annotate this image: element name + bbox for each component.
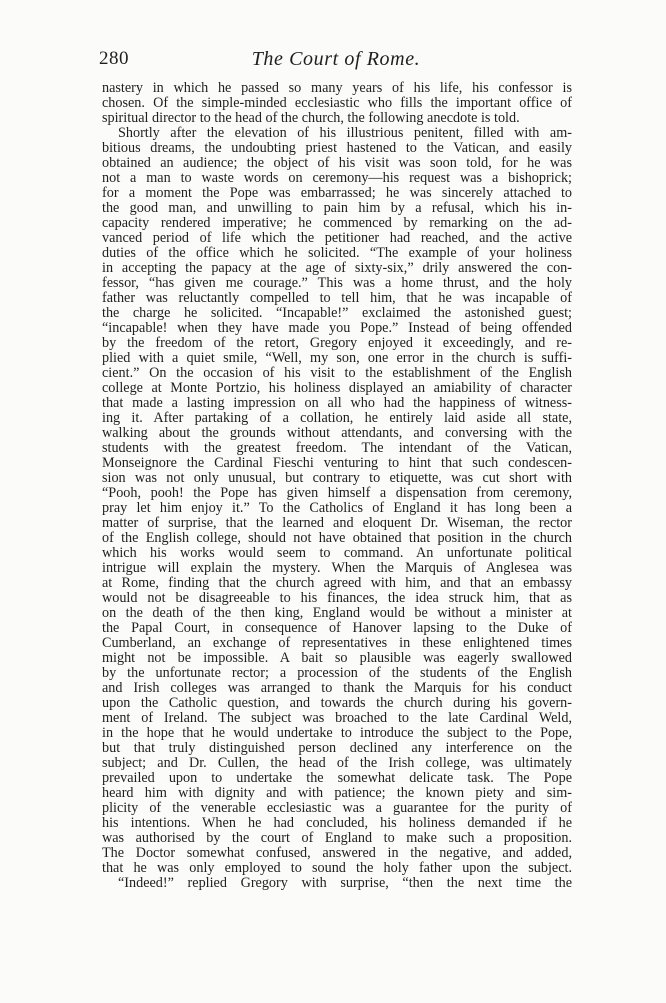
text-line: cient.” On the occasion of his visit to the establishment of the English (102, 366, 572, 381)
text-line: prevailed upon to undertake the somewhat delicate task. The Pope (102, 771, 572, 786)
text-line: obtained an audience; the object of his visit was soon told, for he was (102, 156, 572, 171)
text-line: “Indeed!” replied Gregory with surprise, “then the next time the (118, 876, 572, 891)
text-line: might not be impossible. A bait so plausible was eagerly swallowed (102, 651, 572, 666)
text-line: Cumberland, an exchange of representatives in these enlightened times (102, 636, 572, 651)
text-line: fessor, “has given me courage.” This was a home thrust, and the holy (102, 276, 572, 291)
text-line: “Pooh, pooh! the Pope has given himself a dispensation from ceremony, (102, 486, 572, 501)
text-line: heard him with dignity and with patience; the known piety and sim- (102, 786, 572, 801)
text-line: ment of Ireland. The subject was broached to the late Cardinal Weld, (102, 711, 572, 726)
text-line: at Rome, finding that the church agreed with him, and that an embassy (102, 576, 572, 591)
text-line: Monseignore the Cardinal Fieschi venturing to hint that such condescen- (102, 456, 572, 471)
text-line: intrigue will explain the mystery. When the Marquis of Anglesea was (102, 561, 572, 576)
text-line: the charge he solicited. “Incapable!” exclaimed the astonished guest; (102, 306, 572, 321)
text-line: matter of surprise, that the learned and eloquent Dr. Wiseman, the rector (102, 516, 572, 531)
running-head (99, 48, 573, 76)
text-line: father was reluctantly compelled to tell him, that he was incapable of (102, 291, 572, 306)
text-line: but that truly distinguished person declined any interference on the (102, 741, 572, 756)
body-text (102, 81, 572, 891)
text-line: plicity of the venerable ecclesiastic was a guarantee for the purity of (102, 801, 572, 816)
text-line: Shortly after the elevation of his illustrious penitent, filled with am- (118, 126, 572, 141)
text-line: sion was not only unusual, but contrary to etiquette, was cut short with (102, 471, 572, 486)
text-line: subject; and Dr. Cullen, the head of the Irish college, was ultimately (102, 756, 572, 771)
text-line: his intentions. When he had concluded, his holiness demanded if he (102, 816, 572, 831)
text-line: that he was only employed to sound the holy father upon the subject. (102, 861, 572, 876)
text-line: duties of the office which he solicited. “The example of your holiness (102, 246, 572, 261)
text-line: was authorised by the court of England to make such a proposition. (102, 831, 572, 846)
text-line: of the English college, should not have obtained that position in the church (102, 531, 572, 546)
text-line: pray let him enjoy it.” To the Catholics of England it has long been a (102, 501, 572, 516)
text-line: in accepting the papacy at the age of sixty-six,” drily answered the con- (102, 261, 572, 276)
text-line: college at Monte Portzio, his holiness displayed an amiability of character (102, 381, 572, 396)
page-number: 280 (99, 48, 129, 69)
text-line: would not be disagreeable to his finances, the idea struck him, that as (102, 591, 572, 606)
running-title: The Court of Rome. (251, 48, 421, 70)
text-line: walking about the grounds without attendants, and conversing with the (102, 426, 572, 441)
text-line: nastery in which he passed so many years of his life, his confessor is (102, 81, 572, 96)
text-line: which his works would seem to command. An unfortunate political (102, 546, 572, 561)
text-line: that made a lasting impression on all who had the happiness of witness- (102, 396, 572, 411)
text-line: capacity rendered imperative; he commenced by remarking on the ad- (102, 216, 572, 231)
text-line: upon the Catholic question, and towards the church during his govern- (102, 696, 572, 711)
text-line: students with the greatest freedom. The intendant of the Vatican, (102, 441, 572, 456)
text-line: “incapable! when they have made you Pope.” Instead of being offended (102, 321, 572, 336)
text-line: plied with a quiet smile, “Well, my son, one error in the church is suffi- (102, 351, 572, 366)
text-line: the good man, and unwilling to pain him by a refusal, which his in- (102, 201, 572, 216)
text-line: bitious dreams, the undoubting priest hastened to the Vatican, and easily (102, 141, 572, 156)
text-line: on the death of the then king, England would be without a minister at (102, 606, 572, 621)
text-line: by the freedom of the retort, Gregory enjoyed it exceedingly, and re- (102, 336, 572, 351)
text-line: ing it. After partaking of a collation, he entirely laid aside all state, (102, 411, 572, 426)
text-line: not a man to waste words on ceremony—his request was a bishoprick; (102, 171, 572, 186)
text-line: chosen. Of the simple-minded ecclesiastic who fills the important office of (102, 96, 572, 111)
text-line: vanced period of life which the petitioner had reached, and the active (102, 231, 572, 246)
text-line: and Irish colleges was arranged to thank the Marquis for his conduct (102, 681, 572, 696)
text-line: The Doctor somewhat confused, answered in the negative, and added, (102, 846, 572, 861)
text-line: in the hope that he would undertake to introduce the subject to the Pope, (102, 726, 572, 741)
text-line: for a moment the Pope was embarrassed; he was sincerely attached to (102, 186, 572, 201)
text-line: by the unfortunate rector; a procession of the students of the English (102, 666, 572, 681)
text-line: spiritual director to the head of the church, the following anecdote is told. (102, 111, 520, 126)
text-line: the Papal Court, in consequence of Hanover lapsing to the Duke of (102, 621, 572, 636)
